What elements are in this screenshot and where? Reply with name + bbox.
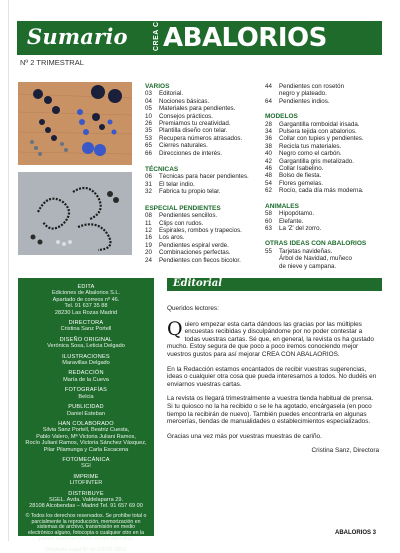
- credit-line: Cristina Sanz Portell: [60, 326, 112, 333]
- toc-page: 04: [145, 97, 152, 105]
- toc-page: 36: [265, 135, 272, 143]
- editorial-paragraph-text: uiero empezar esta carta dándoos las gracias por las múltiples encuestas recibidas y disculpándome por no poder contestar a todas vuestras cartas. Sé que, en general, la revista os ha gustado mucho. Estoy segura de que poco a poco iremos conociendo mejor vuestros gustos para así mejorar CREA CON ABALAORIOS.: [167, 320, 374, 358]
- credit-block: [18, 320, 154, 333]
- editorial-paragraph: [167, 317, 379, 359]
- toc-page: 42: [265, 157, 272, 165]
- credit-heading: EDITA: [77, 284, 95, 290]
- toc-entry[interactable]: [265, 172, 385, 179]
- toc-page: 66: [145, 149, 152, 157]
- earrings-photo-wood: [18, 82, 132, 165]
- toc-entry[interactable]: [145, 249, 260, 256]
- credit-line: Verónica Sosa, Leticia Delgado: [47, 343, 125, 350]
- toc-text: Materiales para pendientes.: [159, 105, 236, 113]
- toc-entry[interactable]: [265, 83, 385, 90]
- credit-heading: IMPRIME: [73, 473, 99, 480]
- toc-entry[interactable]: [145, 105, 260, 112]
- toc-entry[interactable]: [145, 188, 260, 195]
- credit-line: Belcia: [78, 393, 94, 400]
- editorial-paragraph: En la Redacción estamos encantados de recibir vuestras sugerencias, ideas o cualquier otra cosa que pueda interesarnos a todos. No dudéis en enviarnos vuestras cartas.: [167, 365, 377, 388]
- toc-entry[interactable]: [265, 165, 385, 172]
- toc-text: Pendientes espiral verde.: [159, 241, 229, 249]
- toc-entry[interactable]: [145, 257, 260, 264]
- toc-text: Bolso de fiesta.: [279, 172, 322, 180]
- toc-entry[interactable]: [265, 135, 385, 142]
- toc-page: 08: [145, 212, 152, 220]
- credit-line: Silvia Sanz Portell, Beatriz Cuesta,: [42, 427, 130, 434]
- earrings-illustration: [18, 82, 132, 165]
- editorial-title: Editorial: [173, 278, 223, 289]
- credit-line: LITOFINTER: [69, 480, 103, 487]
- credits-legal-notice: © Todos los derechos reservados. Se prohíbe total o parcialmente la reproducción, memorización en sistemas de archivo, transmisión en medio electrónico alguno, fotocopia o cualquier otro en la prensa autorización por escrito del editor.: [25, 512, 147, 542]
- toc-entry[interactable]: [265, 150, 385, 157]
- toc-section-heading: ANIMALES: [265, 202, 299, 210]
- toc-text: Gargantilla romboidal irisada.: [279, 120, 360, 128]
- toc-text: de nieve y campana.: [279, 262, 337, 270]
- credit-block: [18, 337, 154, 350]
- toc-page: 03: [145, 90, 152, 98]
- credit-line: 28230 Las Rozas Madrid: [54, 309, 118, 316]
- toc-page: 60: [265, 217, 272, 225]
- toc-entry[interactable]: [265, 180, 385, 187]
- toc-text: Clips con rudos.: [159, 219, 204, 227]
- editorial-paragraph: La revista os llegará trimestralmente a vuestra tienda habitual de prensa. Si tu quiosco no la ha recibido o se le ha agotado, encárgasela (en poco tiempo la recibirán de nuevo). También puedes encontrarla en algunas mercerías, tiendas de manualidades o establecimientos especializados.: [167, 395, 374, 426]
- credit-block: [18, 404, 154, 417]
- issue-label: Nº 2 TRIMESTRAL: [20, 58, 84, 67]
- toc-text: negro y plateado.: [279, 90, 327, 98]
- toc-column-2: [265, 83, 385, 270]
- toc-text: Los aros.: [159, 234, 185, 242]
- page-footer: ABALORIOS 3: [335, 530, 377, 536]
- credits-box: [18, 278, 154, 553]
- toc-page: 55: [265, 247, 272, 255]
- toc-text: Pulsera tejida con abalorios.: [279, 128, 357, 136]
- editorial-body: [167, 305, 379, 462]
- toc-page: 58: [265, 210, 272, 218]
- toc-page: 35: [145, 127, 152, 135]
- toc-entry[interactable]: [145, 181, 260, 188]
- toc-page: 46: [265, 165, 272, 173]
- spirals-illustration: [18, 172, 132, 255]
- credit-block: [18, 284, 154, 316]
- credit-heading: DIRECTORA: [68, 320, 104, 327]
- credit-line: 28108 Alcobendas – Madrid Tel. 91 657 69 00: [29, 503, 143, 510]
- toc-entry[interactable]: [145, 227, 260, 234]
- toc-text: Recupera números atrasados.: [159, 134, 243, 142]
- editorial-signature: Cristina Sanz, Directora: [311, 447, 379, 455]
- toc-entry[interactable]: [265, 218, 385, 225]
- credit-heading: HAN COLABORADO: [58, 420, 114, 427]
- toc-entry[interactable]: [145, 135, 260, 142]
- toc-entry[interactable]: [145, 212, 260, 219]
- credit-line: Apartado de correos nº 46.: [52, 296, 120, 303]
- toc-entry[interactable]: [265, 225, 385, 232]
- toc-text: Recicla tus materiales.: [279, 142, 342, 150]
- credit-heading: FOTOMECÁNICA: [62, 456, 110, 463]
- toc-page: 32: [145, 188, 152, 196]
- toc-entry[interactable]: [265, 90, 385, 97]
- toc-section-heading: VARIOS: [145, 83, 170, 90]
- toc-page: 19: [145, 241, 152, 249]
- toc-entry[interactable]: [145, 220, 260, 227]
- credit-heading: DISEÑO ORIGINAL: [59, 336, 113, 343]
- toc-text: El telar indio.: [159, 180, 195, 188]
- toc-section-heading: ESPECIAL PENDIENTES: [145, 204, 221, 212]
- toc-entry[interactable]: [265, 158, 385, 165]
- toc-page: 44: [265, 83, 272, 90]
- toc-entry[interactable]: [145, 120, 260, 127]
- crea-con-label: CREA CON: [153, 9, 160, 51]
- credit-heading: FOTOGRAFÍAS: [64, 387, 108, 394]
- toc-section-heading: MODELOS: [265, 113, 298, 121]
- toc-entry[interactable]: [145, 173, 260, 180]
- toc-entry[interactable]: [145, 90, 260, 97]
- toc-entry[interactable]: [265, 248, 385, 255]
- credit-line: SGEL. Avda. Valdelaparra 29.: [48, 496, 124, 503]
- toc-page: 06: [145, 173, 152, 181]
- credit-heading: ILUSTRACIONES: [62, 353, 110, 360]
- toc-page: 40: [265, 150, 272, 158]
- toc-text: Espirales, rombos y trapecios.: [159, 226, 242, 234]
- toc-text: Elefante.: [279, 217, 304, 225]
- toc-page: 38: [265, 142, 272, 150]
- toc-entry[interactable]: [145, 234, 260, 241]
- credit-block: [18, 457, 154, 470]
- toc-text: Premiamos tu creatividad.: [159, 120, 231, 128]
- toc-page: 24: [145, 256, 152, 264]
- toc-entry[interactable]: [145, 242, 260, 249]
- toc-entry[interactable]: [265, 263, 385, 270]
- toc-page: 20: [145, 249, 152, 257]
- toc-text: Combinaciones perfectas.: [159, 249, 231, 257]
- editorial-header-bar: [167, 278, 382, 291]
- toc-text: Collar Isabelino.: [279, 165, 324, 173]
- toc-page: 63: [265, 224, 272, 232]
- toc-entry[interactable]: [265, 187, 385, 194]
- toc-text: Hipopótamo.: [279, 210, 315, 218]
- credit-block: [18, 354, 154, 367]
- credit-line: SGI: [81, 463, 91, 470]
- deposito-legal: Depósito legal Nº M-23036-2002: [45, 546, 127, 553]
- credit-block: [18, 370, 154, 383]
- toc-page: 64: [265, 97, 272, 105]
- credit-block: [18, 491, 154, 510]
- toc-entry[interactable]: [265, 98, 385, 105]
- credit-line: Ediciones de Abalorios S.L.: [51, 290, 121, 297]
- toc-text: La 'Z' del zorro.: [279, 224, 322, 232]
- toc-entry[interactable]: [145, 98, 260, 105]
- toc-entry[interactable]: [265, 143, 385, 150]
- credit-line: Daniel Esteban: [67, 410, 105, 417]
- toc-text: Tarjetas navideñas.: [279, 247, 333, 255]
- editorial-paragraph: Gracias una vez más por vuestras muestras de cariño.: [167, 432, 322, 440]
- toc-entry[interactable]: [265, 128, 385, 135]
- credit-block: [18, 387, 154, 400]
- toc-entry[interactable]: [265, 210, 385, 217]
- toc-entry[interactable]: [145, 113, 260, 120]
- toc-page: 16: [145, 234, 152, 242]
- toc-text: Técnicas para hacer pendientes.: [159, 173, 249, 181]
- toc-page: 54: [265, 179, 272, 187]
- toc-entry[interactable]: [265, 121, 385, 128]
- magazine-brand: ABALORIOS: [163, 23, 327, 53]
- toc-page: 11: [145, 219, 152, 227]
- editorial-greeting: Queridos lectores:: [167, 305, 219, 312]
- toc-section-heading: OTRAS IDEAS CON ABALORIOS: [265, 240, 367, 248]
- toc-text: Rocío, cada día más moderna.: [279, 187, 364, 195]
- toc-text: Pendientes sencillos.: [159, 212, 218, 220]
- credit-line: María de la Cueva: [63, 376, 109, 383]
- toc-text: Nociones básicas.: [159, 97, 210, 105]
- toc-text: Negro como el carbón.: [279, 150, 342, 158]
- toc-text: Pendientes con rosetón: [279, 83, 345, 90]
- credit-heading: PUBLICIDAD: [68, 404, 104, 411]
- toc-text: Gargantilla gris metalizado.: [279, 157, 354, 165]
- bead-spirals-photo: [18, 172, 132, 255]
- credit-block: [18, 474, 154, 487]
- credit-heading: REDACCIÓN: [68, 370, 104, 377]
- credit-block: [18, 421, 154, 453]
- toc-text: Consejos prácticos.: [159, 112, 213, 120]
- toc-text: Cierres naturales.: [159, 142, 208, 150]
- toc-page: 10: [145, 112, 152, 120]
- toc-text: Flores gemelas.: [279, 179, 324, 187]
- toc-page: 34: [265, 128, 272, 136]
- toc-page: 28: [265, 120, 272, 128]
- toc-text: Árbol de Navidad, muñeco: [279, 255, 352, 263]
- toc-entry[interactable]: [145, 142, 260, 149]
- toc-entry[interactable]: [145, 127, 260, 134]
- toc-section-heading: TÉCNICAS: [145, 166, 179, 174]
- toc-text: Direcciones de interés.: [159, 149, 222, 157]
- drop-cap: Q: [167, 317, 183, 340]
- toc-text: Fabrica tu propio telar.: [159, 188, 221, 196]
- credit-line: Tel. 91 637 35 88: [64, 303, 108, 310]
- toc-entry[interactable]: [265, 255, 385, 262]
- toc-text: Pendientes con flecos bicolor.: [159, 256, 241, 264]
- toc-page: 31: [145, 180, 152, 188]
- header-bar: [17, 9, 382, 55]
- toc-text: Plantilla diseño con telar.: [159, 127, 228, 135]
- toc-text: Editorial.: [159, 90, 184, 98]
- credit-line: Maravillas Delgado: [62, 360, 110, 367]
- toc-page: 48: [265, 172, 272, 180]
- toc-entry[interactable]: [145, 150, 260, 157]
- toc-text: Collar con tupies y pendientes.: [279, 135, 364, 143]
- toc-page: 53: [145, 134, 152, 142]
- toc-column-1: [145, 83, 260, 264]
- credit-line: Pablo Valero, Mª Victoria Juliani Ramos,: [36, 433, 136, 440]
- toc-page: 12: [145, 226, 152, 234]
- credit-line: Rocío Juliani Ramos, Victoria Sánchez Vásquez,: [25, 440, 147, 447]
- toc-page: 65: [145, 142, 152, 150]
- toc-text: Pendientes indios.: [279, 97, 330, 105]
- toc-page: 05: [145, 105, 152, 113]
- toc-page: 26: [145, 120, 152, 128]
- credit-line: Pilar Pilamunga y Carla Escacena: [43, 446, 129, 453]
- toc-page: 62: [265, 187, 272, 195]
- credit-heading: DISTRIBUYE: [68, 490, 104, 497]
- page-title: Sumario: [27, 24, 128, 49]
